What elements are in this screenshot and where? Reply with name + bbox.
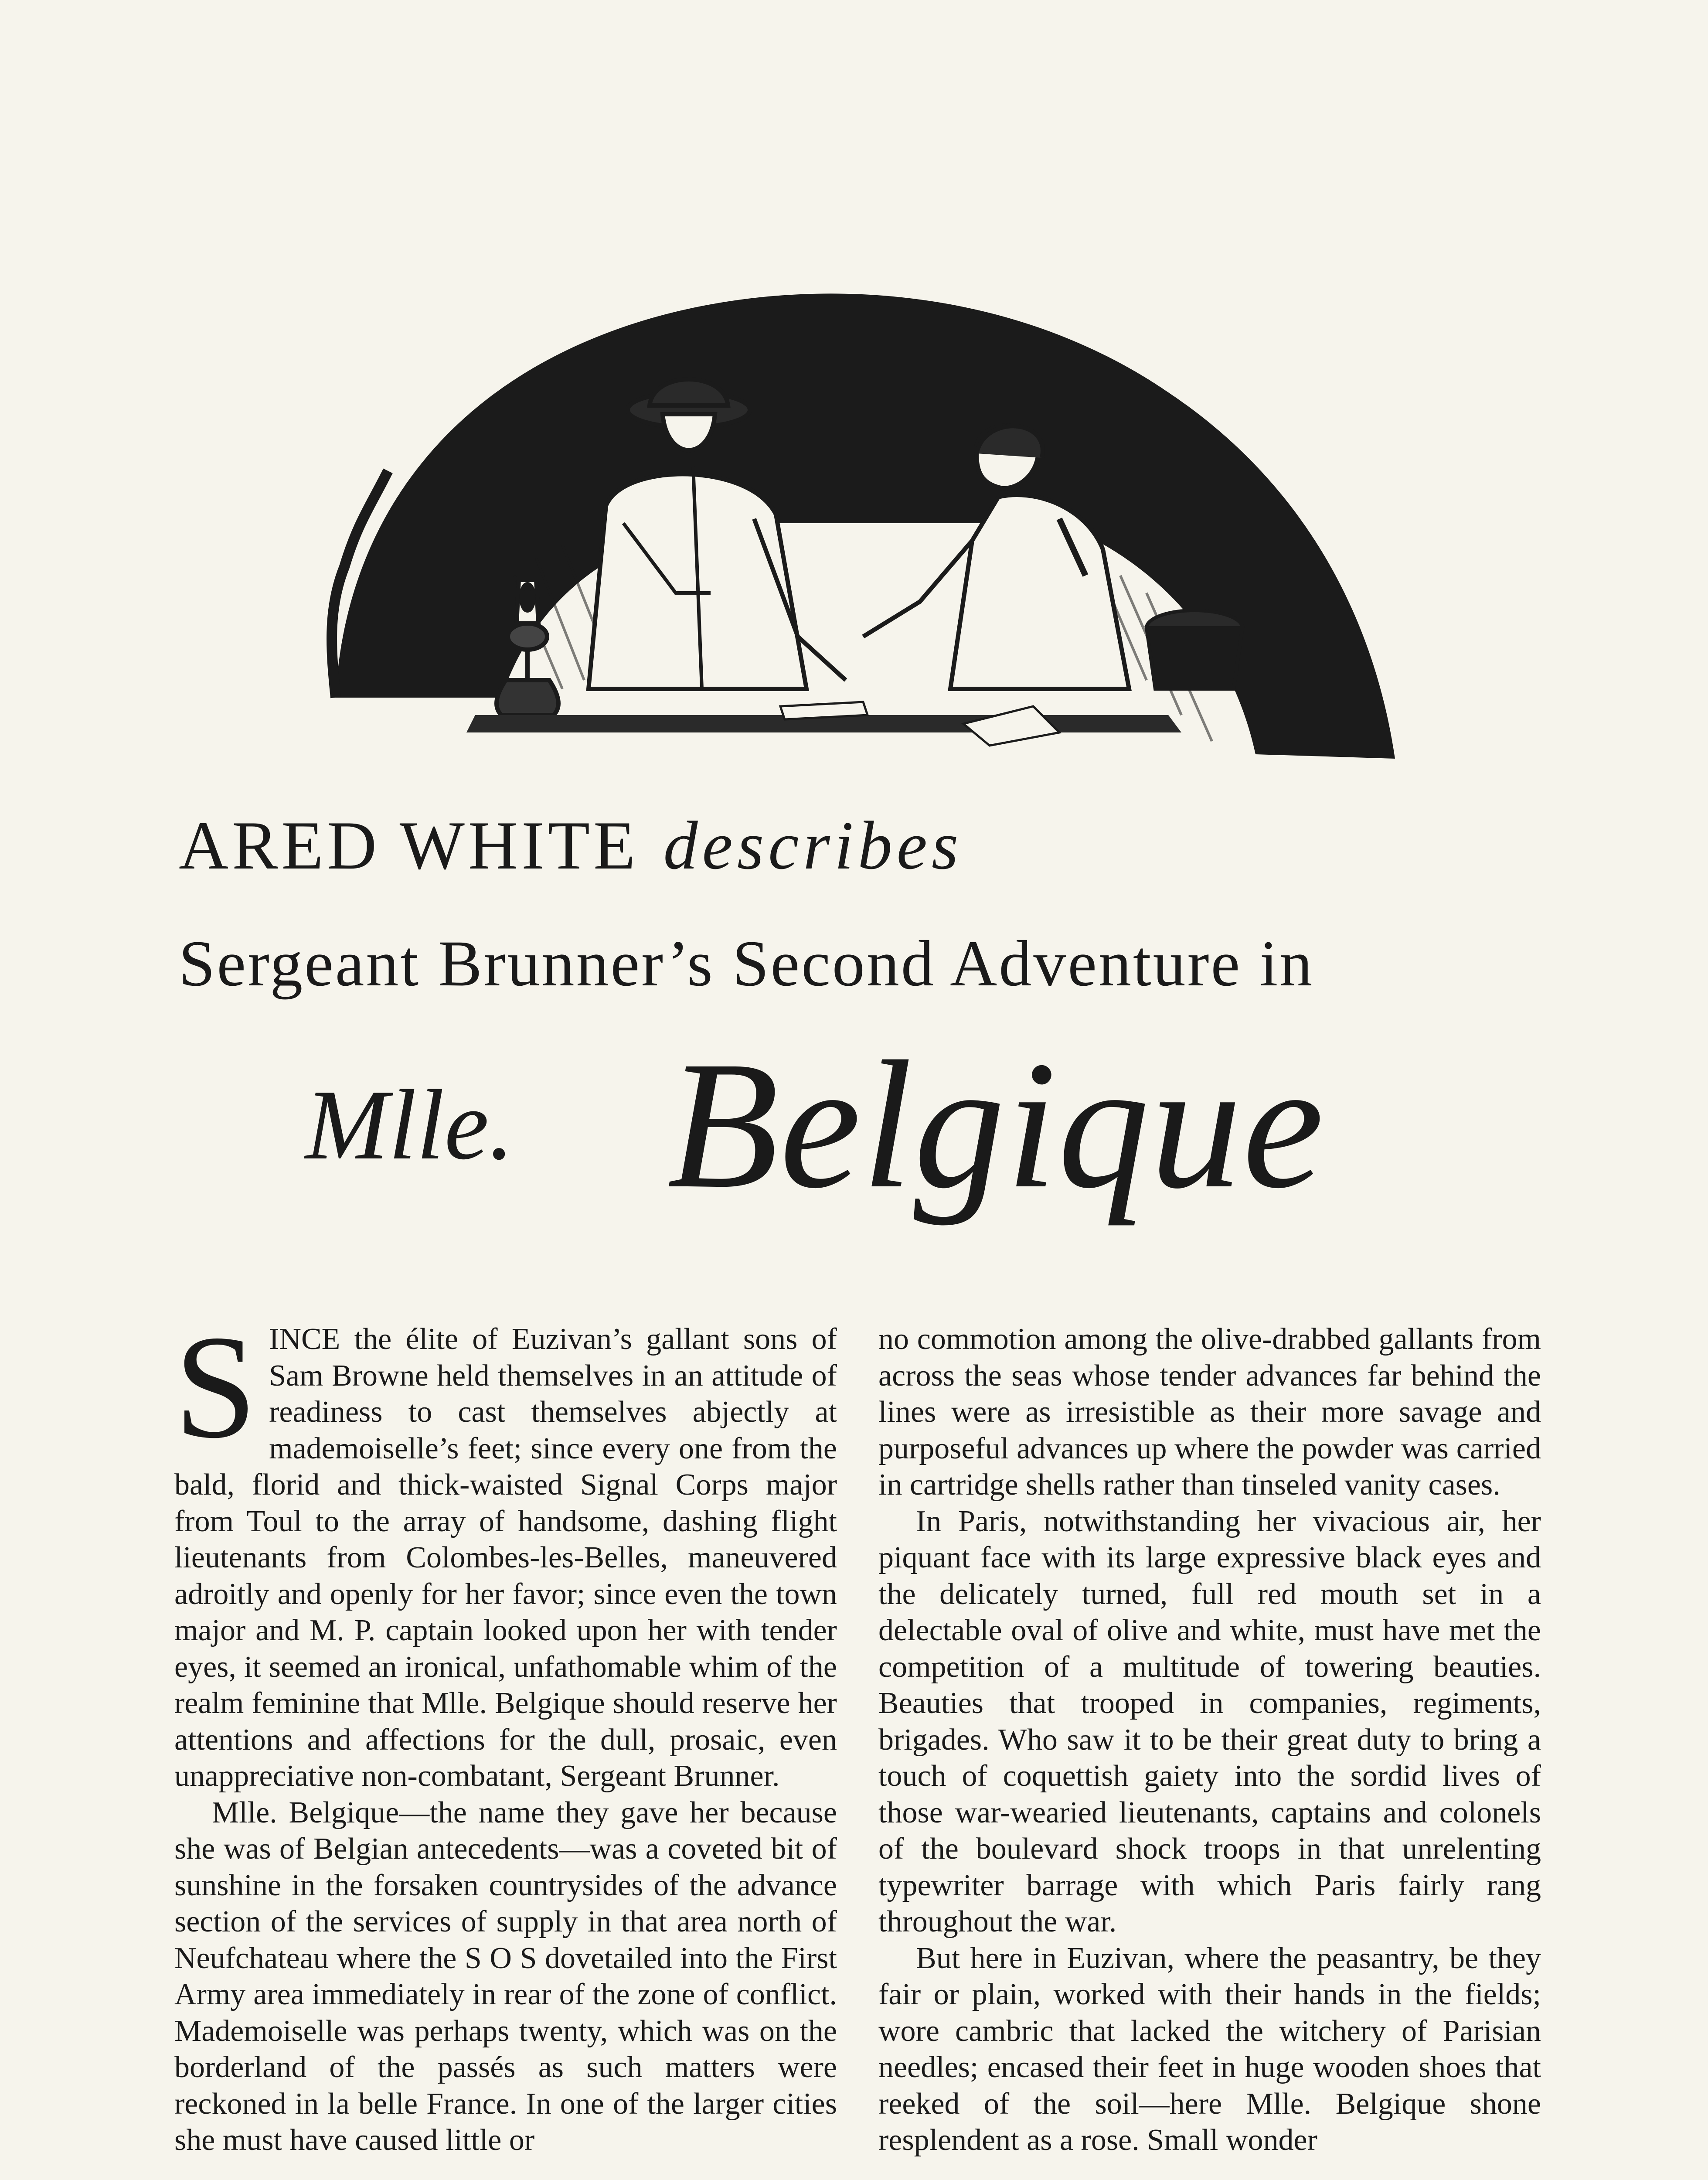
stove bbox=[1147, 610, 1242, 689]
byline-verb: describes bbox=[663, 807, 963, 884]
article-column-left bbox=[174, 1321, 837, 2180]
author-name: ARED WHITE bbox=[179, 807, 639, 884]
byline bbox=[179, 794, 1530, 898]
paragraph bbox=[174, 1321, 837, 1795]
paragraph: Mlle. Belgique—the name they gave her because she was of Belgian antecedents—was a coveted bit of sunshine in the forsaken countrysides of the advance section of the services of supply in that area north of Neufchateau where the S O S dovetailed into the First Army area immediately in rear of the zone of conflict. Mademoiselle was perhaps twenty, which was on the borderland of the passés as such matters were reckoned in la belle France. In one of the larger cities she must have caused little or bbox=[174, 1795, 837, 2157]
paragraph: In Paris, notwithstanding her vivacious air, her piquant face with its large expressive black eyes and the delicately turned, full red mouth set in a delectable oval of olive and white, must have met the competition of a multitude of towering beauties. Beauties that trooped in companies, regiments, brigades. Who saw it to be their great duty to bring a touch of coquettish gaiety into the sordid lives of those war-wearied lieutenants, captains and colonels of the boulevard shock troops in that unrelenting typewriter barrage with which Paris fairly rang throughout the war. bbox=[878, 1504, 1541, 1938]
paragraph: But here in Euzivan, where the peasantry, be they fair or plain, worked with their hands in the fields; wore cambric that lacked the witchery of Parisian needles; encased their feet in huge wooden shoes that reeked of the soil—here Mlle. Belgique shone resplendent as a rose. Small wonder bbox=[878, 1941, 1541, 2157]
header-illustration bbox=[318, 262, 1408, 767]
title-prefix: Mlle. bbox=[305, 1069, 514, 1180]
article-column-right bbox=[878, 1321, 1541, 2180]
story-subtitle: Sergeant Brunner’s Second Adventure in bbox=[179, 927, 1314, 1000]
title-main: Belgique bbox=[667, 1023, 1325, 1226]
paragraph-text: INCE the élite of Euzivan’s gallant sons of Sam Browne held themselves in an attitude of readiness to cast themselves abjectly at mademoiselle’s feet; since every one from the bald, florid and thick-waisted Signal Corps major from Toul to the array of handsome, dashing flight lieutenants from Colombes-les-Belles, maneuvered adroitly and openly for her favor; since even the town major and M. P. captain looked upon her with tender eyes, it seemed an ironical, unfathomable whim of the realm feminine that Mlle. Belgique should reserve her attentions and affections for the dull, prosaic, even unappreciative non-combatant, Sergeant Brunner. bbox=[174, 1322, 837, 1793]
paragraph: no commotion among the olive-drabbed gallants from across the seas whose tender advances far behind the lines were as irresistible as their more savage and purposeful advances up where the powder was carried in cartridge shells rather than tinseled vanity cases. bbox=[878, 1322, 1541, 1502]
drop-cap: S bbox=[174, 1321, 257, 1469]
story-title bbox=[305, 1012, 1504, 1230]
